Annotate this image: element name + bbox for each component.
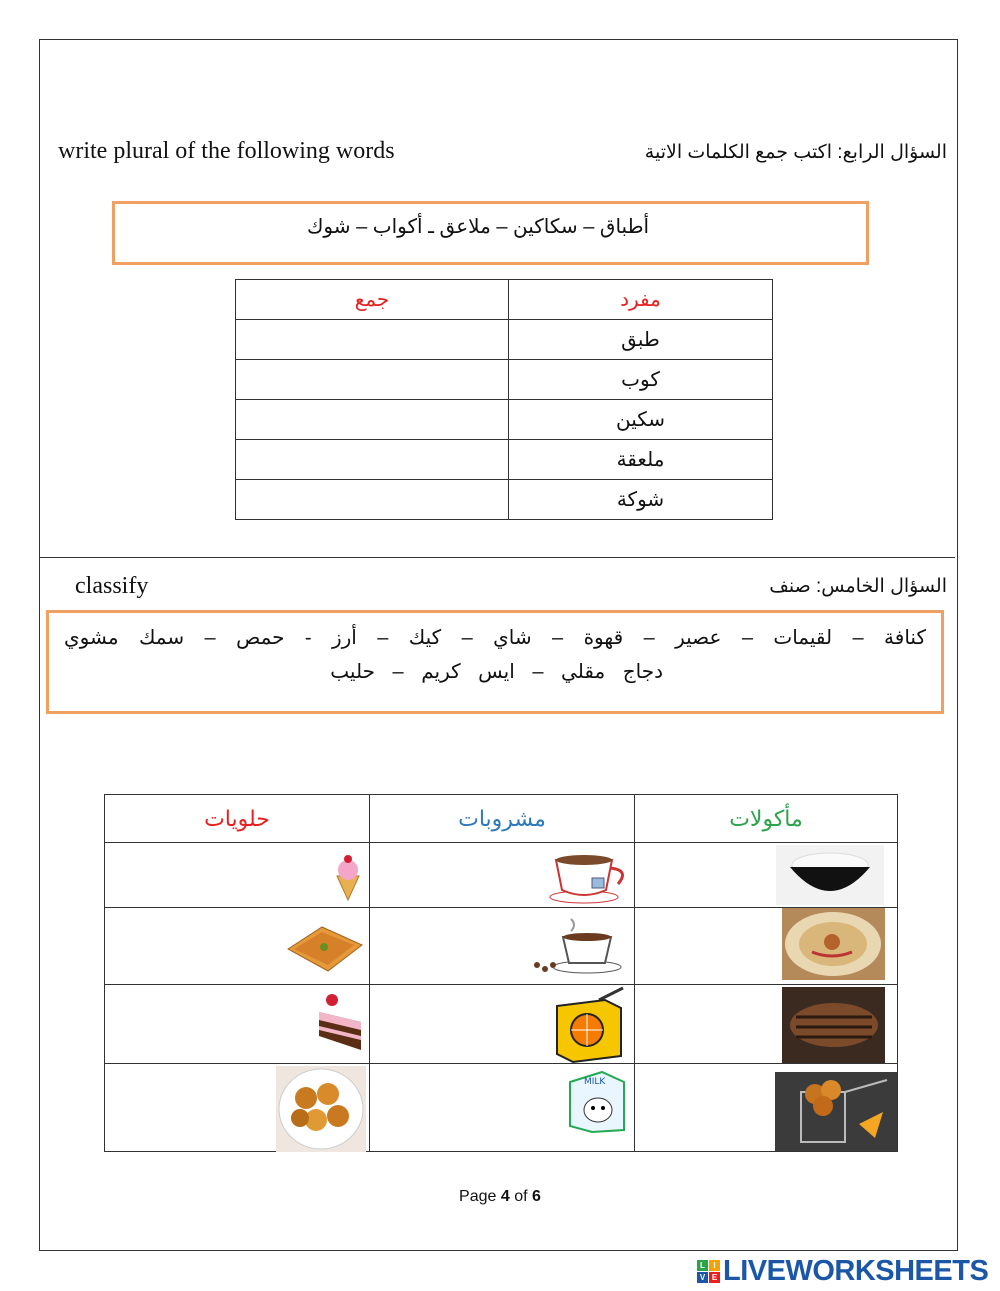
- singular-cell: سكين: [509, 400, 773, 440]
- q4-word-bank-box: [112, 201, 869, 265]
- header-food: مأكولات: [635, 795, 898, 843]
- tea-cup-icon[interactable]: [548, 850, 634, 904]
- grilled-fish-icon[interactable]: [782, 987, 885, 1063]
- singular-cell: ملعقة: [509, 440, 773, 480]
- logo-block-l: L: [697, 1260, 708, 1271]
- header-sweets: حلويات: [105, 795, 370, 843]
- q5-title-en: classify: [75, 573, 149, 599]
- page-total: 6: [532, 1188, 541, 1205]
- cake-slice-icon[interactable]: [315, 990, 365, 1058]
- q5-word-bank-line1: كنافة – لقيمات – عصير – قهوة – شاي – كيك – أرز - حمص – سمك مشوي: [64, 627, 926, 649]
- plural-answer-cell[interactable]: [236, 360, 509, 400]
- plural-answer-cell[interactable]: [236, 440, 509, 480]
- table-row: [105, 908, 898, 985]
- hummus-icon[interactable]: [782, 908, 885, 980]
- singular-cell: طبق: [509, 320, 773, 360]
- table-row: [236, 360, 773, 400]
- milk-carton-icon[interactable]: [562, 1066, 630, 1134]
- header-singular: مفرد: [509, 280, 773, 320]
- juice-box-icon[interactable]: [553, 986, 627, 1064]
- table-row: [236, 400, 773, 440]
- logo-block-e: E: [709, 1272, 720, 1283]
- table-header-row: [105, 795, 898, 843]
- table-header-row: [236, 280, 773, 320]
- plural-answer-cell[interactable]: [236, 480, 509, 520]
- table-row: [236, 480, 773, 520]
- table-row: [236, 440, 773, 480]
- kunafa-icon[interactable]: [282, 915, 366, 979]
- plural-answer-cell[interactable]: [236, 400, 509, 440]
- singular-cell: شوكة: [509, 480, 773, 520]
- liveworksheets-logo[interactable]: [697, 1256, 988, 1286]
- brand-name: LIVEWORKSHEETS: [723, 1254, 989, 1287]
- page-current: 4: [500, 1188, 510, 1205]
- q5-word-bank-line2: دجاج مقلي – ايس كريم – حليب: [330, 661, 663, 683]
- luqaimat-icon[interactable]: [276, 1066, 366, 1152]
- q5-title-ar: السؤال الخامس: صنف: [769, 576, 947, 597]
- table-row: [105, 985, 898, 1064]
- table-row: [236, 320, 773, 360]
- ice-cream-icon[interactable]: [329, 852, 367, 902]
- header-drinks: مشروبات: [370, 795, 635, 843]
- coffee-cup-icon[interactable]: [527, 915, 625, 977]
- q5-word-bank-box: [46, 610, 944, 714]
- page-of: of: [514, 1188, 528, 1205]
- rice-bowl-icon[interactable]: [776, 845, 884, 905]
- page-label: Page: [459, 1188, 497, 1205]
- section-divider: [39, 557, 955, 558]
- plural-table: [235, 279, 773, 520]
- logo-block-i: I: [709, 1260, 720, 1271]
- q4-word-bank: أطباق – سكاكين – ملاعق ـ أكواب – شوك: [306, 216, 650, 238]
- fried-chicken-icon[interactable]: [775, 1072, 897, 1151]
- svg-text:MILK: MILK: [584, 1077, 606, 1087]
- plural-answer-cell[interactable]: [236, 320, 509, 360]
- q4-title-en: write plural of the following words: [58, 138, 395, 164]
- logo-blocks-icon: [697, 1260, 720, 1283]
- header-plural: جمع: [236, 280, 509, 320]
- logo-block-v: V: [697, 1272, 708, 1283]
- singular-cell: كوب: [509, 360, 773, 400]
- page-number: [0, 1188, 1000, 1206]
- q4-title-ar: السؤال الرابع: اكتب جمع الكلمات الاتية: [644, 142, 947, 163]
